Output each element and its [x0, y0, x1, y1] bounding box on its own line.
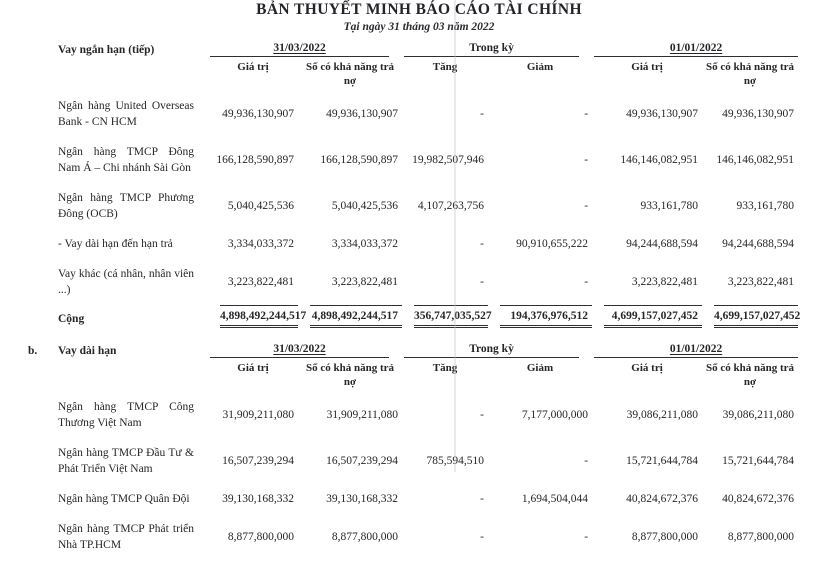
table-row: [28, 484, 798, 514]
value-cell: 4,107,263,756: [417, 199, 485, 212]
column-group-01-01-2022: 01/01/2022: [592, 343, 798, 358]
section-title-long-term: Vay dài hạn: [58, 345, 117, 358]
total-row: [28, 305, 798, 330]
value-cell: 49,936,130,907: [326, 107, 399, 120]
value-cell: 7,177,000,000: [521, 408, 589, 421]
col-header-gia-tri: Giá trị: [631, 61, 663, 73]
group-header-row: [28, 343, 798, 358]
col-header-tang: Tăng: [432, 61, 458, 73]
value-cell: 39,130,168,332: [326, 493, 399, 506]
value-cell: 5,040,425,536: [227, 199, 294, 212]
value-cell: -: [584, 107, 589, 120]
value-cell: 8,877,800,000: [727, 531, 795, 544]
value-cell: 5,040,425,536: [331, 199, 399, 212]
sub-header-row: [28, 358, 798, 392]
value-cell: 39,086,211,080: [722, 408, 795, 421]
value-cell: 3,223,822,481: [331, 276, 399, 289]
total-value-cell: 194,376,976,512: [488, 305, 592, 330]
col-header-gia-tri: Giá trị: [631, 362, 663, 375]
row-label: - Vay dài hạn đến hạn trả: [58, 238, 173, 251]
value-cell: 3,334,033,372: [331, 238, 399, 251]
value-cell: 49,936,130,907: [626, 107, 699, 120]
value-cell: 40,824,672,376: [626, 493, 699, 506]
page-subtitle: Tại ngày 31 tháng 03 năm 2022: [343, 21, 495, 33]
value-cell: -: [584, 153, 589, 166]
value-cell: 16,507,239,294: [222, 455, 294, 468]
table-row: [28, 438, 798, 484]
col-header-so-co-kha-nang: Số có khả năng trả nợ: [706, 362, 795, 389]
table-row: [28, 229, 798, 259]
value-cell: 933,161,780: [640, 199, 699, 212]
total-value-cell: 4,898,492,244,517: [208, 305, 298, 330]
column-group-01-01-2022: 01/01/2022: [592, 42, 798, 57]
value-cell: -: [584, 276, 589, 289]
value-cell: 31,909,211,080: [326, 408, 399, 421]
short-term-loans-table: [28, 42, 801, 330]
value-cell: -: [480, 238, 485, 251]
value-cell: 39,086,211,080: [626, 408, 699, 421]
row-label: Ngân hàng TMCP Đầu Tư & Phát Triển Việt Nam: [58, 447, 194, 476]
value-cell: 8,877,800,000: [227, 531, 294, 544]
section-marker-b: b.: [28, 345, 38, 358]
table-row: [28, 514, 798, 560]
value-cell: -: [584, 455, 589, 468]
value-cell: 3,223,822,481: [631, 276, 699, 289]
col-header-gia-tri: Giá trị: [237, 362, 269, 375]
col-header-tang: Tăng: [432, 362, 458, 375]
value-cell: 15,721,644,784: [626, 455, 699, 468]
value-cell: 3,334,033,372: [227, 238, 294, 251]
value-cell: 146,146,082,951: [620, 153, 699, 166]
value-cell: 39,130,168,332: [222, 493, 294, 506]
value-cell: 49,936,130,907: [722, 107, 795, 120]
value-cell: 94,244,688,594: [722, 238, 795, 251]
column-group-31-03-2022: 31/03/2022: [208, 343, 402, 358]
table-row: [28, 259, 798, 305]
col-header-giam: Giảm: [526, 61, 554, 73]
document-header: [0, 0, 838, 33]
value-cell: 40,824,672,376: [722, 493, 795, 506]
column-group-trong-ky: Trong kỳ: [402, 343, 592, 358]
value-cell: 785,594,510: [426, 455, 485, 468]
total-value-cell: 4,699,157,027,452: [592, 305, 702, 330]
long-term-loans-table: [28, 343, 798, 560]
value-cell: -: [480, 276, 485, 289]
table-row: [28, 137, 798, 183]
value-cell: 3,223,822,481: [227, 276, 294, 289]
col-header-so-co-kha-nang: Số có khả năng trả nợ: [706, 61, 795, 87]
group-header-row: [28, 42, 798, 57]
value-cell: 3,223,822,481: [727, 276, 795, 289]
total-label: Cộng: [58, 312, 85, 325]
col-header-so-co-kha-nang: Số có khả năng trả nợ: [305, 61, 395, 87]
total-value-cell: 356,747,035,527: [402, 305, 488, 330]
table-row: [28, 91, 798, 137]
col-header-gia-tri: Giá trị: [237, 61, 269, 73]
value-cell: 15,721,644,784: [722, 455, 795, 468]
column-group-trong-ky: Trong kỳ: [402, 42, 592, 57]
table-row: [28, 392, 798, 438]
value-cell: -: [584, 531, 589, 544]
value-cell: -: [584, 199, 589, 212]
section-marker: [28, 42, 58, 57]
value-cell: 1,694,504,044: [521, 493, 589, 506]
value-cell: -: [480, 531, 485, 544]
page-title: BẢN THUYẾT MINH BÁO CÁO TÀI CHÍNH: [256, 1, 582, 18]
value-cell: 8,877,800,000: [331, 531, 399, 544]
col-header-so-co-kha-nang: Số có khả năng trả nợ: [305, 362, 395, 389]
row-label: Ngân hàng TMCP Công Thương Việt Nam: [58, 400, 194, 429]
total-value-cell: 4,699,157,027,452: [702, 305, 798, 330]
value-cell: 933,161,780: [736, 199, 795, 212]
value-cell: 94,244,688,594: [626, 238, 699, 251]
value-cell: -: [480, 493, 485, 506]
table-row: [28, 183, 798, 229]
row-label: Ngân hàng United Overseas Bank - CN HCM: [58, 99, 194, 128]
value-cell: 146,146,082,951: [716, 153, 795, 166]
col-header-giam: Giảm: [526, 362, 554, 375]
value-cell: 31,909,211,080: [222, 408, 294, 421]
row-label: Ngân hàng TMCP Phương Đông (OCB): [58, 191, 194, 220]
value-cell: -: [480, 408, 485, 421]
value-cell: 19,982,507,946: [412, 153, 485, 166]
column-group-31-03-2022: 31/03/2022: [208, 42, 402, 57]
sub-header-row: [28, 57, 798, 91]
row-label: Ngân hàng TMCP Quân Đội: [58, 493, 190, 506]
value-cell: 166,128,590,897: [320, 153, 399, 166]
value-cell: 90,910,655,222: [516, 238, 589, 251]
row-label: Vay khác (cá nhân, nhân viên ...): [58, 268, 194, 297]
row-label: Ngân hàng TMCP Đông Nam Á – Chi nhánh Sài Gòn: [58, 145, 194, 174]
value-cell: 166,128,590,897: [216, 153, 294, 166]
value-cell: -: [480, 107, 485, 120]
section-title-short-term: Vay ngắn hạn (tiếp): [58, 44, 155, 56]
value-cell: 49,936,130,907: [222, 107, 294, 120]
row-label: Ngân hàng TMCP Phát triển Nhà TP.HCM: [58, 523, 194, 552]
total-value-cell: 4,898,492,244,517: [298, 305, 402, 330]
value-cell: 16,507,239,294: [326, 455, 399, 468]
value-cell: 8,877,800,000: [631, 531, 699, 544]
